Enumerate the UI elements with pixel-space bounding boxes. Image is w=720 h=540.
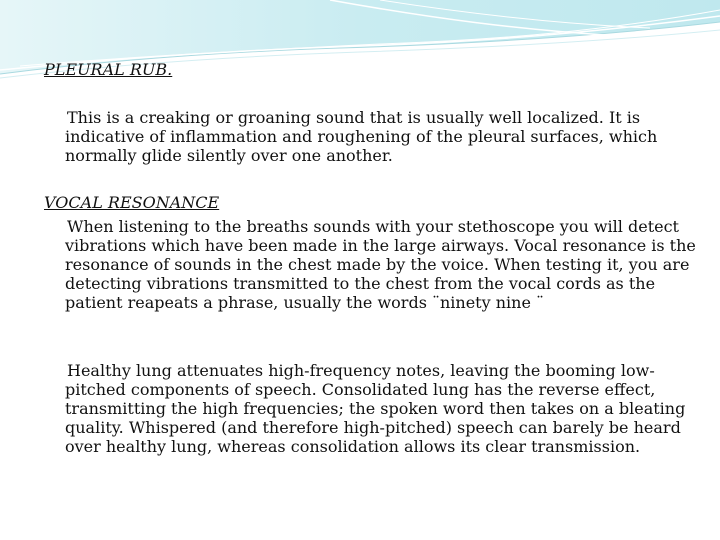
section-body-pleural-rub: This is a creaking or groaning sound that is usually well localized. It is indicative of inflammation and roughening of the pleural surfaces, which normally glide silently over one another. [65, 108, 658, 165]
section-heading-pleural-rub: PLEURAL RUB. [44, 60, 173, 79]
section-heading-vocal-resonance: VOCAL RESONANCE [44, 193, 220, 212]
section-body-vocal-resonance: When listening to the breaths sounds with your stethoscope you will detect vibrations which have been made in the large airways. Vocal resonance is the resonance of sounds in the chest made by the voice. When testing it, you are detecting vibrations transmitted to the chest from the vocal cords as the patient reapeats a phrase, usually the words ¨ninety nine ¨ [65, 217, 696, 312]
section-body-healthy-lung: Healthy lung attenuates high-frequency notes, leaving the booming low-pitched components of speech. Consolidated lung has the reverse effect, transmitting the high frequencies; the spoken word then takes on a bleating quality. Whispered (and therefore high-pitched) speech can barely be heard over healthy lung, whereas consolidation allows its clear transmission. [65, 361, 686, 456]
